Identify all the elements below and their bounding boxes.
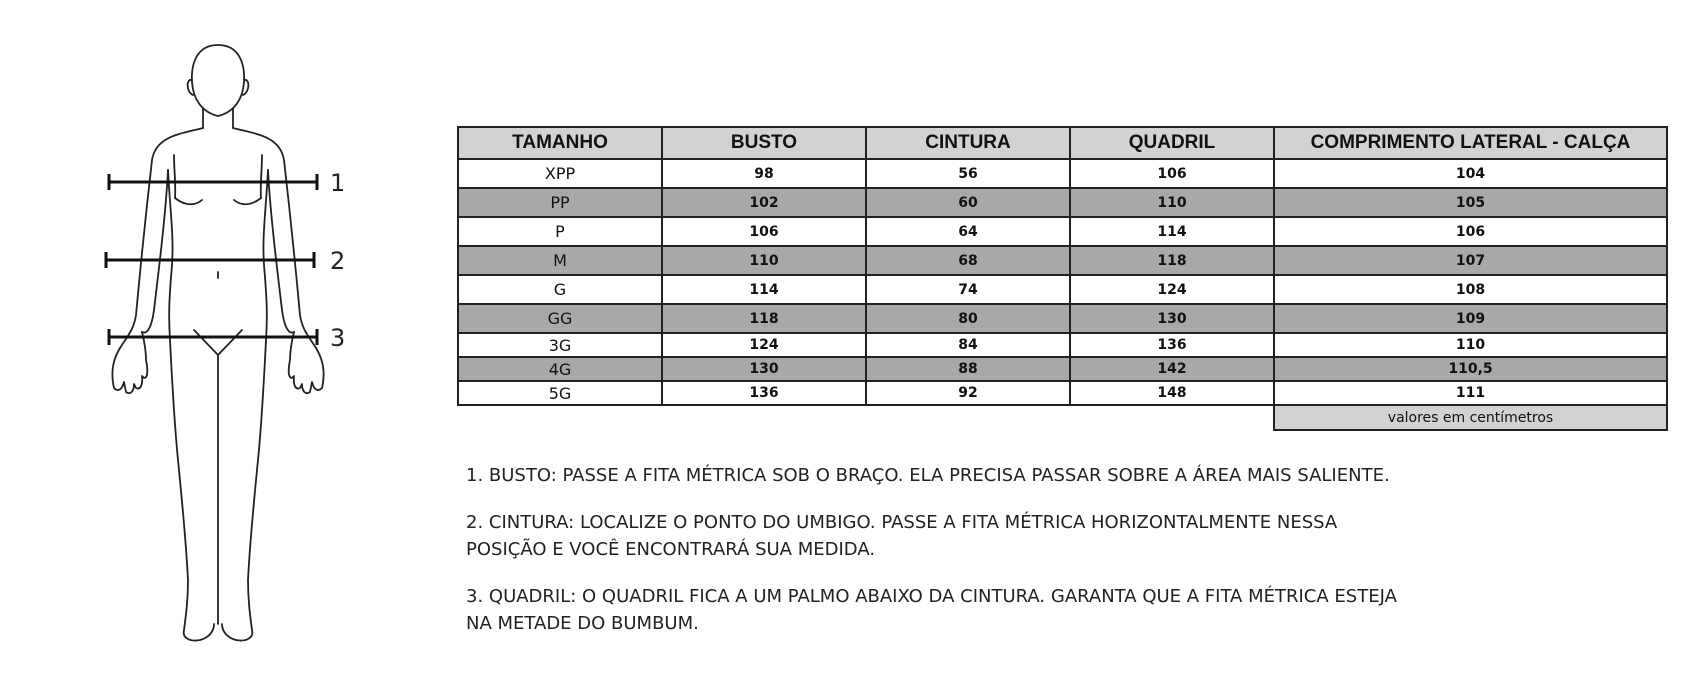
cell-cintura: 68: [866, 246, 1070, 275]
size-table-container: [457, 126, 1668, 431]
cell-size: PP: [458, 188, 662, 217]
cell-comprimento: 106: [1274, 217, 1667, 246]
measurement-instructions: [466, 462, 1646, 657]
cell-busto: 118: [662, 304, 866, 333]
cell-quadril: 124: [1070, 275, 1274, 304]
table-row: [458, 357, 1667, 381]
note-cintura-line2: POSIÇÃO E VOCÊ ENCONTRARÁ SUA MEDIDA.: [466, 539, 876, 560]
cell-cintura: 80: [866, 304, 1070, 333]
table-row: [458, 159, 1667, 188]
cell-quadril: 136: [1070, 333, 1274, 357]
units-spacer: [458, 405, 1274, 430]
cell-comprimento: 105: [1274, 188, 1667, 217]
marker-3-label: 3: [330, 324, 346, 352]
header-tamanho: TAMANHO: [458, 127, 662, 159]
cell-busto: 130: [662, 357, 866, 381]
body-silhouette-icon: [90, 20, 380, 660]
cell-quadril: 130: [1070, 304, 1274, 333]
cell-cintura: 88: [866, 357, 1070, 381]
size-table: [457, 126, 1668, 431]
cell-comprimento: 111: [1274, 381, 1667, 405]
cell-quadril: 148: [1070, 381, 1274, 405]
cell-cintura: 74: [866, 275, 1070, 304]
cell-busto: 110: [662, 246, 866, 275]
cell-cintura: 56: [866, 159, 1070, 188]
cell-comprimento: 104: [1274, 159, 1667, 188]
note-cintura-line1: 2. CINTURA: LOCALIZE O PONTO DO UMBIGO. PASSE A FITA MÉTRICA HORIZONTALMENTE NESSA: [466, 512, 1338, 533]
cell-cintura: 84: [866, 333, 1070, 357]
cell-busto: 102: [662, 188, 866, 217]
header-cintura: CINTURA: [866, 127, 1070, 159]
header-busto: BUSTO: [662, 127, 866, 159]
table-header-row: [458, 127, 1667, 159]
cell-cintura: 92: [866, 381, 1070, 405]
cell-size: 5G: [458, 381, 662, 405]
cell-busto: 124: [662, 333, 866, 357]
marker-2-label: 2: [330, 247, 346, 275]
cell-busto: 106: [662, 217, 866, 246]
note-cintura: [466, 509, 1646, 563]
cell-busto: 114: [662, 275, 866, 304]
cell-comprimento: 110,5: [1274, 357, 1667, 381]
cell-comprimento: 108: [1274, 275, 1667, 304]
body-measurement-figure: [90, 20, 380, 660]
cell-quadril: 118: [1070, 246, 1274, 275]
table-row: [458, 275, 1667, 304]
units-note: valores em centímetros: [1274, 405, 1667, 430]
cell-comprimento: 110: [1274, 333, 1667, 357]
cell-busto: 136: [662, 381, 866, 405]
note-quadril-line2: NA METADE DO BUMBUM.: [466, 613, 699, 634]
units-row: [458, 405, 1667, 430]
note-busto: 1. BUSTO: PASSE A FITA MÉTRICA SOB O BRAÇO. ELA PRECISA PASSAR SOBRE A ÁREA MAIS SALIENTE.: [466, 465, 1390, 486]
cell-size: G: [458, 275, 662, 304]
cell-cintura: 60: [866, 188, 1070, 217]
cell-size: M: [458, 246, 662, 275]
cell-cintura: 64: [866, 217, 1070, 246]
cell-size: 3G: [458, 333, 662, 357]
cell-size: 4G: [458, 357, 662, 381]
cell-size: P: [458, 217, 662, 246]
note-quadril-line1: 3. QUADRIL: O QUADRIL FICA A UM PALMO ABAIXO DA CINTURA. GARANTA QUE A FITA MÉTRICA ESTEJA: [466, 586, 1397, 607]
header-quadril: QUADRIL: [1070, 127, 1274, 159]
table-row: [458, 217, 1667, 246]
cell-busto: 98: [662, 159, 866, 188]
marker-1-label: 1: [330, 169, 346, 197]
header-comprimento: COMPRIMENTO LATERAL - CALÇA: [1274, 127, 1667, 159]
table-row: [458, 333, 1667, 357]
table-row: [458, 188, 1667, 217]
cell-size: GG: [458, 304, 662, 333]
cell-quadril: 142: [1070, 357, 1274, 381]
table-row: [458, 246, 1667, 275]
table-row: [458, 304, 1667, 333]
cell-quadril: 110: [1070, 188, 1274, 217]
table-row: [458, 381, 1667, 405]
cell-comprimento: 109: [1274, 304, 1667, 333]
cell-quadril: 106: [1070, 159, 1274, 188]
cell-size: XPP: [458, 159, 662, 188]
note-quadril: [466, 583, 1646, 637]
cell-quadril: 114: [1070, 217, 1274, 246]
cell-comprimento: 107: [1274, 246, 1667, 275]
measurement-lines: [106, 174, 317, 345]
